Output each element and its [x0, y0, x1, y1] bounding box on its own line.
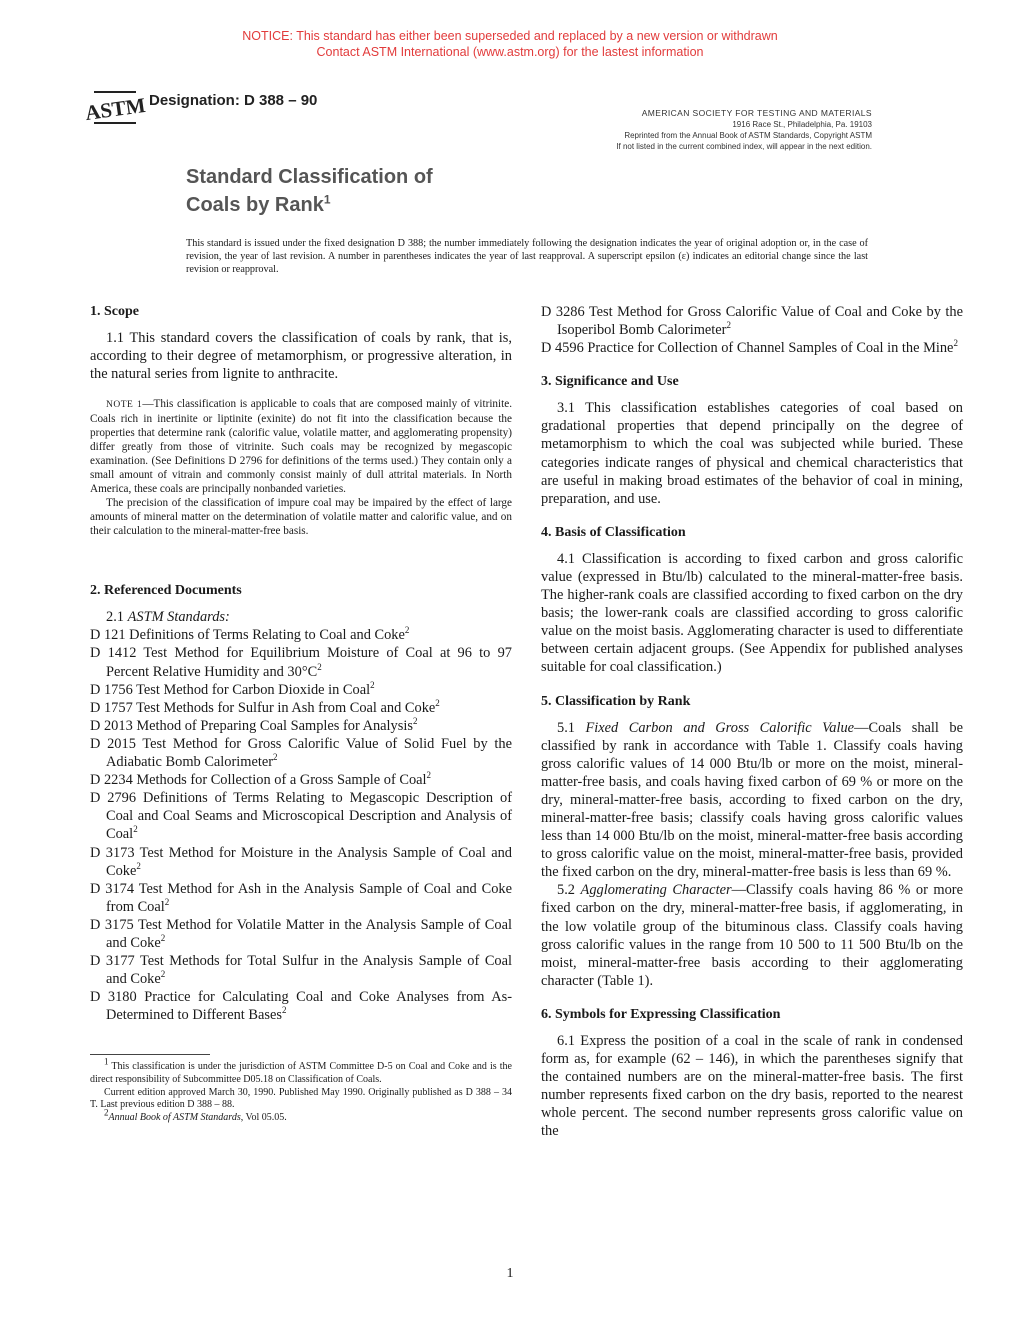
list-item: D 2015 Test Method for Gross Calorific Value of Solid Fuel by the Adiabatic Bomb Calorimeter$^2$ — [90, 735, 512, 771]
section-heading-basis: 4. Basis of Classification — [541, 524, 686, 540]
scope-paragraph: 1.1 This standard covers the classification of coals by rank, that is, according to their degree of metamorphism, or progressive alteration, in the natural series from lignite to anthracite. — [90, 330, 512, 383]
section-heading-symbols: 6. Symbols for Expressing Classification — [541, 1006, 781, 1022]
footnote-1-edition: Current edition approved March 30, 1990. Published May 1990. Originally published as D 388 – 34 T. Last previous edition D 388 – 88. — [90, 1086, 512, 1111]
supersession-notice — [0, 28, 1020, 60]
footnote-1: $^1$ This classification is under the jurisdiction of ASTM Committee D-5 on Coal and Coke and is the direct responsibility of Subcommittee D05.18 on Classification of Coals. — [90, 1057, 512, 1086]
astm-logo-icon — [83, 83, 147, 131]
publisher-line-3: Reprinted from the Annual Book of ASTM Standards, Copyright ASTM — [624, 131, 872, 140]
section-heading-significance: 3. Significance and Use — [541, 374, 679, 390]
list-item: D 3173 Test Method for Moisture in the Analysis Sample of Coal and Coke$^2$ — [90, 844, 512, 879]
list-item: D 3180 Practice for Calculating Coal and Coke Analyses from As-Determined to Different Bases$^2$ — [90, 989, 512, 1024]
document-title — [186, 163, 433, 219]
list-item: D 3177 Test Methods for Total Sulfur in the Analysis Sample of Coal and Coke$^2$ — [90, 953, 512, 988]
left-column — [90, 303, 512, 1124]
right-column — [541, 303, 963, 1140]
list-item: D 121 Definitions of Terms Relating to Coal and Coke$^2$ — [90, 625, 410, 644]
notice-line-1: NOTICE: This standard has either been superseded and replaced by a new version or withdrawn — [242, 29, 778, 43]
title-line-2: Coals by Rank$^1$ — [186, 192, 331, 216]
section-heading-scope: 1. Scope — [90, 304, 139, 319]
section-heading-referenced-documents: 2. Referenced Documents — [90, 583, 242, 599]
list-item: D 1757 Test Methods for Sulfur in Ash from Coal and Coke$^2$ — [90, 697, 440, 716]
notice-line-2: Contact ASTM International (www.astm.org) for the lastest information — [316, 45, 704, 59]
footnotes — [90, 1054, 512, 1124]
publisher-line-2: 1916 Race St., Philadelphia, Pa. 19103 — [732, 120, 872, 129]
issuance-statement: This standard is issued under the fixed designation D 388; the number immediately following the designation indicates the year of original adoption or, in the case of revision, the year of last revision. A number in parentheses indicates the year of last reapproval. A superscript epsilon (ε) indicates an editorial change since the last revision or reapproval. — [186, 238, 868, 275]
significance-paragraph: 3.1 This classification establishes categories of coal based on gradational properties that depend principally on the degree of metamorphism to which the coal was subjected while buried. These categories indicate ranges of physical and chemical characteristics that are useful in making broad estimates of the behavior of coal in mining, preparation, and use. — [541, 400, 963, 507]
list-item: D 2234 Methods for Collection of a Gross Sample of Coal$^2$ — [90, 770, 432, 789]
astm-standards-subheading: 2.1 ASTM Standards: — [106, 609, 230, 626]
referenced-documents-list-continued — [541, 303, 963, 357]
list-item: D 2013 Method of Preparing Coal Samples for Analysis$^2$ — [90, 716, 418, 734]
publisher-line-4: If not listed in the current combined index, will appear in the next edition. — [616, 142, 872, 151]
designation: Designation: D 388 – 90 — [149, 92, 318, 109]
list-item: D 1756 Test Method for Carbon Dioxide in Coal$^2$ — [90, 679, 375, 698]
note-1-precision: The precision of the classification of impure coal may be impaired by the effect of large amounts of mineral matter on the determination of volatile matter and calorific value, and on their calculation to the mineral-matter-free basis. — [90, 497, 512, 538]
rank-paragraph-5-2: 5.2 Agglomerating Character—Classify coals having 86 % or more fixed carbon on the dry, mineral-matter-free basis, if agglomerating, in the low volatile group of the bituminous class. Classify coals having gross calorific values in the range from 10 500 to 11 500 Btu/lb on the moist, mineral-matter-free basis according to their agglomerating character (Table 1). — [541, 882, 963, 989]
symbols-paragraph: 6.1 Express the position of a coal in the scale of rank in condensed form as, for example (62 – 146), in which the parentheses signify that the contained numbers are on the mineral-matter-free basis. The first number represents fixed carbon on the dry basis, reported to the nearest whole percent. The second number represents gross calorific value on the — [541, 1032, 963, 1140]
list-item: D 2796 Definitions of Terms Relating to Megascopic Description of Coal and Coal Seams and Microscopical Description and Analysis of Coal$^2$ — [90, 790, 512, 843]
footnote-2: $^2$Annual Book of ASTM Standards, Vol 05.05. — [104, 1107, 287, 1123]
basis-paragraph: 4.1 Classification is according to fixed carbon and gross calorific value (expressed in Btu/lb) calculated to the mineral-matter-free basis. The higher-rank coals are classified according to fixed carbon on the dry basis; the lower-rank coals are classified according to gross calorific value on the moist basis. Agglomerating character is used to differentiate between certain adjacent groups. (See Appendix for published analyses suitable for coal classification.) — [541, 550, 963, 676]
list-item: D 1412 Test Method for Equilibrium Moisture of Coal at 96 to 97 Percent Relative Humidity and $30^\circ C^2$ — [90, 645, 512, 680]
title-line-1: Standard Classification of — [186, 166, 433, 188]
note-1: NOTE 1—This classification is applicable to coals that are composed mainly of vitrinite. Coals rich in inertinite or liptinite (exinite) do not fit into the classification because the properties that determine rank (calorific value, volatile matter, and agglomerating propensity) differ greatly from those of vitrinite. Such coals may be recognized by megascopic examination. (See Definitions D 2796 for definitions of the terms used.) They contain only a small amount of vitrain and commonly consist mainly of dull attrital materials. In North America, these coals are principally nonbanded varieties. The precision of the classification of impure coal may be impaired by the effect of large amounts of mineral matter on the determination of volatile matter and calorific value, and on their calculation to the mineral-matter-free basis. — [90, 398, 513, 538]
list-item: D 3174 Test Method for Ash in the Analysis Sample of Coal and Coke from Coal$^2$ — [90, 880, 512, 915]
footnote-rule — [90, 1054, 210, 1055]
list-item: D 3175 Test Method for Volatile Matter in the Analysis Sample of Coal and Coke$^2$ — [90, 916, 512, 951]
page-number: 1 — [506, 1266, 514, 1281]
publisher-block — [520, 108, 872, 152]
svg-text:ASTM: ASTM — [83, 92, 147, 126]
rank-paragraph-5-1: 5.1 Fixed Carbon and Gross Calorific Value—Coals shall be classified by rank in accordance with Table 1. Classify coals having gross calorific values of 14 000 Btu/lb or more on the moist, mineral-matter-free basis, and coals having fixed carbon of 69 % or more on the dry, mineral-matter-free basis, according to fixed carbon on the dry, mineral-matter-free basis; classify coals having gross calorific values less than 14 000 Btu/lb on the moist, mineral-matter-free basis according to gross calorific value on the moist, mineral-matter-free basis, provided the fixed carbon on the dry, mineral-matter-free basis is less than 69 %. — [541, 719, 963, 881]
list-item: D 3286 Test Method for Gross Calorific Value of Coal and Coke by the Isoperibol Bomb Calorimeter$^2$ — [541, 304, 963, 339]
referenced-documents-list — [90, 626, 512, 1024]
section-heading-classification-by-rank: 5. Classification by Rank — [541, 693, 691, 709]
list-item: D 4596 Practice for Collection of Channel Samples of Coal in the Mine$^2$ — [541, 338, 958, 357]
publisher-line-1: AMERICAN SOCIETY FOR TESTING AND MATERIALS — [641, 108, 872, 118]
